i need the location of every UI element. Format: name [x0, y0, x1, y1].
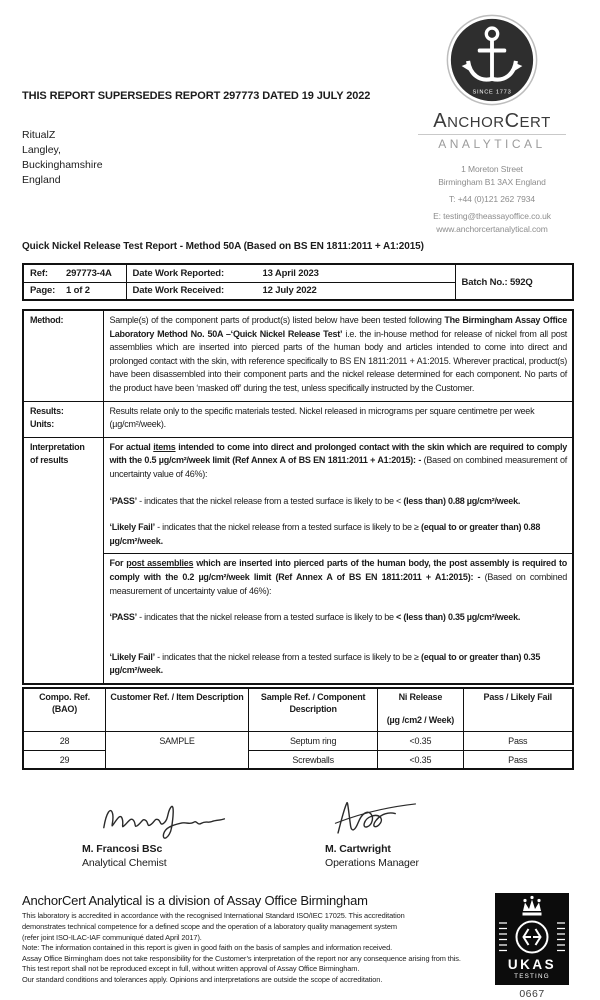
logo-since-text: SINCE 1773 [472, 89, 512, 96]
header-line: Ni Release [398, 691, 443, 702]
lab-identity [414, 14, 570, 234]
pass-fail-cell: Pass [463, 750, 573, 769]
cartwright-signature-icon [325, 796, 425, 840]
brand-subtitle: ANALYTICAL [438, 137, 546, 151]
signatory-role: Operations Manager [325, 857, 419, 870]
customer-ref-cell: SAMPLE [106, 731, 249, 769]
fail-term: ‘Likely Fail’ [109, 522, 155, 533]
accreditation-mark [492, 893, 572, 1000]
signatures [22, 796, 574, 869]
pass-definition [110, 495, 568, 509]
small-print-line: Assay Office Birmingham does not take responsibility for the Customer’s interpretation of the report nor any consequence arising from this. [22, 953, 461, 963]
compo-ref-cell: 29 [23, 750, 106, 769]
interpretation-row-posts [23, 554, 573, 684]
signature-right [325, 796, 425, 869]
likely-fail-definition [110, 651, 568, 678]
date-received-value: 12 July 2022 [262, 285, 317, 297]
units-label: Units: [30, 419, 55, 430]
batch-number: Batch No.: 592Q [455, 264, 573, 300]
anchor-logo-icon [446, 14, 538, 106]
customer-address-line: RitualZ [22, 129, 56, 141]
fail-text: - indicates that the nickel release from a tested surface is likely to be ≥ [154, 651, 421, 662]
interpretation-label-line: of results [30, 455, 69, 466]
date-reported-label: Date Work Reported: [132, 267, 224, 279]
results-table [22, 687, 574, 771]
limit-statement-items [110, 441, 568, 482]
pass-definition [110, 611, 568, 625]
method-table [22, 309, 574, 685]
column-header-compo-ref [23, 688, 106, 732]
interpretation-label-line: Interpretation [30, 441, 85, 452]
date-reported-cell [126, 264, 455, 282]
date-received-cell [126, 282, 455, 300]
method-text [103, 310, 573, 401]
small-print-line: demonstrates technical competence for a defined scope and the operation of a laboratory quality management system [22, 921, 397, 931]
uncertainty-note: (Based on combined measurement of uncertainty value of 46%): [109, 571, 567, 596]
limit-text: For actual [109, 441, 154, 452]
limit-text: For [109, 558, 127, 569]
table-row [23, 264, 573, 282]
pass-text: - indicates that the nickel release from a tested surface is likely to be < [136, 495, 404, 506]
uncertainty-note: (Based on combined measurement of uncertainty value of 46%): [109, 455, 567, 479]
table-row [23, 731, 573, 750]
accreditation-small-print [22, 911, 490, 985]
pass-threshold: (less than) 0.88 µg/cm²/week. [403, 495, 521, 506]
results-label: Results: [30, 405, 64, 416]
header-line: Description [289, 704, 337, 715]
ni-release-cell: <0.35 [378, 731, 463, 750]
report-title: Quick Nickel Release Test Report - Method 50A (Based on BS EN 1811:2011 + A1:2015) [22, 241, 424, 252]
ref-label: Ref: [30, 267, 48, 279]
interpretation-label [23, 437, 103, 684]
brand-divider [418, 134, 566, 135]
method-text-segment: i.e. the in-house method for release of nickel from all post assemblies which are inserted into pierced parts of the human body and articles intended to come into direct and prolonged contact with the skin, with reference specifically to BS EN 1811:2011 + A1:2015. Wherever practical, product(s) have been disassembled into their component parts and the nickel release determined for each component. No parts of the product have been ‘masked off’ during the test, unless specifically instructed by the Customer. [109, 328, 567, 393]
sample-ref-cell: Septum ring [249, 731, 378, 750]
sample-ref-cell: Screwballs [249, 750, 378, 769]
header-line: (BAO) [52, 704, 77, 715]
brand-part: ERT [519, 114, 551, 131]
limit-text-underlined: items [153, 441, 176, 452]
results-units-text: Results relate only to the specific materials tested. Nickel released in micrograms per square centimetre per week (µg/cm²/week). [103, 401, 573, 437]
fail-threshold: (equal to or greater than) 0.88 µg/cm²/week. [109, 522, 541, 546]
ukas-text: UKAS [507, 957, 557, 973]
interpretation-row-items [23, 437, 573, 554]
limit-text: which are inserted into pierced parts of the human body, the post assembly is required to comply with the 0.2 µg/cm²/week limit (Ref Annex A of BS EN 1811:2011 + A1:2015): - [109, 558, 568, 582]
column-header-customer-ref: Customer Ref. / Item Description [106, 688, 249, 732]
header-line: Compo. Ref. [39, 691, 90, 702]
customer-address-line: England [22, 174, 61, 186]
lab-address [414, 163, 570, 236]
supersedes-note: THIS REPORT SUPERSEDES REPORT 297773 DATED 19 JULY 2022 [22, 90, 371, 102]
date-reported-value: 13 April 2023 [262, 267, 319, 279]
limit-text-underlined: post assemblies [126, 558, 194, 569]
francosi-signature-icon [92, 796, 237, 840]
compo-ref-cell: 28 [23, 731, 106, 750]
page-number-cell [23, 282, 126, 300]
ref-value: 297773-4A [66, 267, 112, 279]
ukas-number: 0667 [519, 988, 545, 1000]
header-line: Sample Ref. / Component [260, 691, 366, 702]
pass-text: - indicates that the nickel release from a tested surface is likely to be [136, 612, 397, 623]
method-text-bold-segment: The Birmingham Assay Office Laboratory Method No. 50A –‘Quick Nickel Release Test’ [109, 315, 567, 339]
brand-name [414, 110, 570, 133]
ukas-logo-icon [495, 893, 569, 985]
footer [22, 893, 574, 1000]
method-label: Method: [23, 310, 103, 401]
likely-fail-definition [110, 521, 568, 548]
brand-initial: C [504, 110, 520, 132]
signatory-name: M. Francosi BSc [82, 843, 163, 856]
date-received-label: Date Work Received: [132, 285, 224, 297]
pass-term: ‘PASS’ [109, 495, 137, 506]
signature-left [82, 796, 272, 869]
results-units-label [23, 401, 103, 437]
small-print-line: Note: The information contained in this report is given in good faith on the basis of samples and information received. [22, 943, 393, 953]
small-print-line: (refer joint ISO-ILAC-IAF communiqué dated April 2017). [22, 932, 202, 942]
results-units-row [23, 401, 573, 437]
lab-website: www.anchorcertanalytical.com [436, 224, 548, 234]
fail-threshold: (equal to or greater than) 0.35 µg/cm²/week. [109, 651, 541, 676]
ni-release-cell: <0.35 [378, 750, 463, 769]
page-value: 1 of 2 [66, 285, 90, 297]
small-print-line: This laboratory is accredited in accordance with the recognised International Standard ISO/IEC 17025. This accreditation [22, 911, 405, 921]
footer-text [22, 893, 490, 1000]
customer-address [22, 128, 414, 188]
lab-address-line: 1 Moreton Street [461, 164, 523, 174]
customer-address-line: Langley, [22, 144, 61, 156]
customer-address-line: Buckinghamshire [22, 159, 103, 171]
fail-term: ‘Likely Fail’ [109, 651, 155, 662]
ref-info-table [22, 263, 574, 301]
method-row [23, 310, 573, 401]
lab-phone: T: +44 (0)121 262 7934 [449, 194, 535, 204]
column-header-ni-release [378, 688, 463, 732]
ukas-testing-text: TESTING [514, 973, 550, 981]
limit-statement-posts [110, 557, 568, 598]
signatory-role: Analytical Chemist [82, 857, 167, 870]
brand-initial: A [433, 110, 448, 132]
signatory-name: M. Cartwright [325, 843, 391, 856]
brand-part: NCHOR [447, 114, 505, 131]
interpretation-block-posts [103, 554, 573, 684]
page-label: Page: [30, 285, 56, 297]
header [22, 14, 574, 234]
lab-email: E: testing@theassayoffice.co.uk [433, 211, 551, 221]
small-print-line: This test report shall not be reproduced except in full, without written approval of Assay Office Birmingham. [22, 964, 360, 974]
limit-text: intended to come into direct and prolonged contact with the skin which are required to comply with the 0.5 µg/cm²/week limit (Ref Annex A of BS EN 1811:2011 + A1:2015): - [109, 441, 568, 466]
small-print-line: Our standard conditions and tolerances apply. Opinions and interpretations are outside the scope of accreditation. [22, 974, 383, 984]
pass-fail-cell: Pass [463, 731, 573, 750]
column-header-sample-ref [249, 688, 378, 732]
header-units-line: (µg /cm2 / Week) [386, 715, 455, 726]
header-left [22, 14, 414, 226]
ref-number-cell [23, 264, 126, 282]
lab-address-line: Birmingham B1 3AX England [438, 177, 546, 187]
method-text-segment: Sample(s) of the component parts of product(s) listed below have been tested following [109, 315, 445, 325]
fail-text: - indicates that the nickel release from a tested surface is likely to be ≥ [154, 522, 421, 533]
test-report-page [0, 14, 600, 1000]
column-header-pass-fail: Pass / Likely Fail [463, 688, 573, 732]
pass-threshold: < (less than) 0.35 µg/cm²/week. [396, 612, 521, 623]
division-statement: AnchorCert Analytical is a division of Assay Office Birmingham [22, 893, 368, 909]
results-header-row [23, 688, 573, 732]
interpretation-block-items [103, 437, 573, 554]
pass-term: ‘PASS’ [109, 612, 137, 623]
